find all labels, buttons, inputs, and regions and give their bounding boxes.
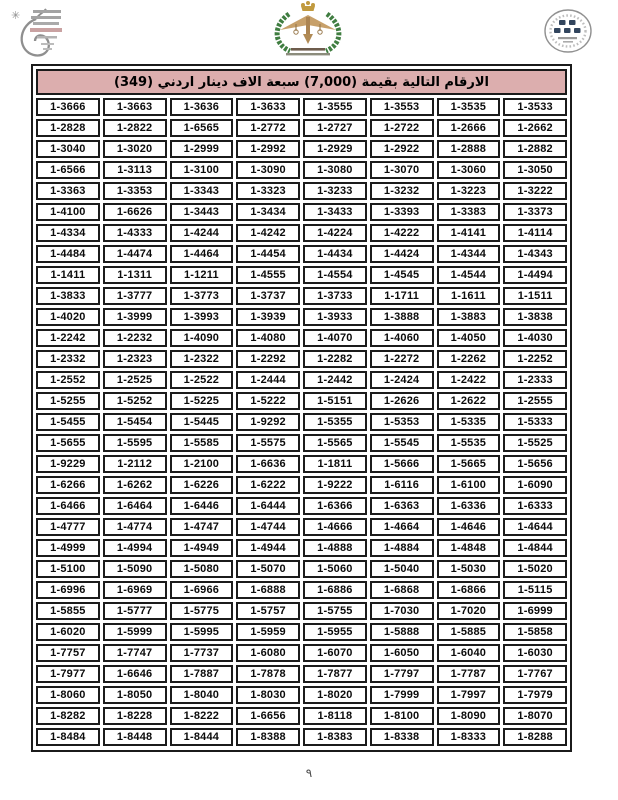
number-cell: 1-5565 bbox=[303, 434, 367, 452]
number-cell: 1-6446 bbox=[170, 497, 234, 515]
table-row bbox=[36, 707, 567, 725]
number-cell: 1-4884 bbox=[370, 539, 434, 557]
number-cell: 1-4343 bbox=[503, 245, 567, 263]
number-cell: 1-5222 bbox=[236, 392, 300, 410]
wreath-right bbox=[326, 14, 339, 51]
number-cell: 1-2333 bbox=[503, 371, 567, 389]
number-cell: 1-4222 bbox=[370, 224, 434, 242]
number-cell: 1-3343 bbox=[170, 182, 234, 200]
number-cell: 1-5020 bbox=[503, 560, 567, 578]
number-cell: 1-2262 bbox=[437, 350, 501, 368]
number-cell: 1-3353 bbox=[103, 182, 167, 200]
number-cell: 1-3060 bbox=[437, 161, 501, 179]
number-cell: 1-5666 bbox=[370, 455, 434, 473]
number-cell: 1-3050 bbox=[503, 161, 567, 179]
number-cell: 1-5355 bbox=[303, 413, 367, 431]
number-cell: 1-2992 bbox=[236, 140, 300, 158]
number-cell: 1-6464 bbox=[103, 497, 167, 515]
number-cell: 1-6363 bbox=[370, 497, 434, 515]
number-cell: 1-1811 bbox=[303, 455, 367, 473]
table-row bbox=[36, 455, 567, 473]
number-cell: 1-5445 bbox=[170, 413, 234, 431]
number-cell: 1-6866 bbox=[437, 581, 501, 599]
number-cell: 1-2822 bbox=[103, 119, 167, 137]
number-cell: 1-5535 bbox=[437, 434, 501, 452]
number-cell: 1-2522 bbox=[170, 371, 234, 389]
number-cell: 1-6050 bbox=[370, 644, 434, 662]
number-cell: 1-4030 bbox=[503, 329, 567, 347]
number-cell: 1-6040 bbox=[437, 644, 501, 662]
number-cell: 1-5959 bbox=[236, 623, 300, 641]
eagle-body bbox=[306, 17, 310, 34]
number-cell: 1-5252 bbox=[103, 392, 167, 410]
number-cell: 1-4744 bbox=[236, 518, 300, 536]
number-cell: 1-3883 bbox=[437, 308, 501, 326]
number-cell: 1-5525 bbox=[503, 434, 567, 452]
number-cell: 1-8020 bbox=[303, 686, 367, 704]
number-cell: 1-4242 bbox=[236, 224, 300, 242]
number-cell: 1-6070 bbox=[303, 644, 367, 662]
number-cell: 1-8388 bbox=[236, 728, 300, 746]
table-row bbox=[36, 245, 567, 263]
table-row bbox=[36, 686, 567, 704]
table-row bbox=[36, 476, 567, 494]
number-cell: 1-5888 bbox=[370, 623, 434, 641]
number-cell: 1-2626 bbox=[370, 392, 434, 410]
table-row bbox=[36, 644, 567, 662]
number-cell: 1-4454 bbox=[236, 245, 300, 263]
number-cell: 1-6636 bbox=[236, 455, 300, 473]
number-cell: 1-5655 bbox=[36, 434, 100, 452]
number-cell: 1-9229 bbox=[36, 455, 100, 473]
number-cell: 1-7797 bbox=[370, 665, 434, 683]
table-title-bar bbox=[36, 69, 567, 95]
number-cell: 1-6336 bbox=[437, 497, 501, 515]
number-cell: 1-6969 bbox=[103, 581, 167, 599]
number-cell: 1-5333 bbox=[503, 413, 567, 431]
number-cell: 1-6090 bbox=[503, 476, 567, 494]
number-cell: 1-8383 bbox=[303, 728, 367, 746]
number-cell: 1-3100 bbox=[170, 161, 234, 179]
number-cell: 1-3555 bbox=[303, 98, 367, 116]
number-cell: 1-6565 bbox=[170, 119, 234, 137]
table-row bbox=[36, 329, 567, 347]
number-cell: 1-7979 bbox=[503, 686, 567, 704]
number-cell: 1-1311 bbox=[103, 266, 167, 284]
number-cell: 1-2922 bbox=[370, 140, 434, 158]
number-cell: 1-8444 bbox=[170, 728, 234, 746]
number-cell: 1-3833 bbox=[36, 287, 100, 305]
number-cell: 1-3080 bbox=[303, 161, 367, 179]
table-row bbox=[36, 539, 567, 557]
number-cell: 1-6999 bbox=[503, 602, 567, 620]
number-cell: 1-4644 bbox=[503, 518, 567, 536]
page-number: ٩ bbox=[305, 766, 313, 780]
number-cell: 1-5885 bbox=[437, 623, 501, 641]
table-row bbox=[36, 119, 567, 137]
number-cell: 1-8118 bbox=[303, 707, 367, 725]
number-cell: 1-3113 bbox=[103, 161, 167, 179]
number-cell: 1-5777 bbox=[103, 602, 167, 620]
number-cell: 1-8100 bbox=[370, 707, 434, 725]
number-cell: 1-1211 bbox=[170, 266, 234, 284]
number-cell: 1-8040 bbox=[170, 686, 234, 704]
number-cell: 1-6366 bbox=[303, 497, 367, 515]
number-cell: 1-5995 bbox=[170, 623, 234, 641]
number-cell: 1-7999 bbox=[370, 686, 434, 704]
number-cell: 1-4554 bbox=[303, 266, 367, 284]
number-cell: 1-4100 bbox=[36, 203, 100, 221]
number-cell: 1-2424 bbox=[370, 371, 434, 389]
number-cell: 1-3373 bbox=[503, 203, 567, 221]
number-cell: 1-7878 bbox=[236, 665, 300, 683]
number-cell: 1-5656 bbox=[503, 455, 567, 473]
table-title: الارقام التالية بقيمة (7,000) سبعة الاف دينار اردني (349) bbox=[114, 74, 489, 90]
number-cell: 1-2444 bbox=[236, 371, 300, 389]
number-cell: 1-5255 bbox=[36, 392, 100, 410]
number-cell: 1-6626 bbox=[103, 203, 167, 221]
number-cell: 1-3232 bbox=[370, 182, 434, 200]
number-cell: 1-5060 bbox=[303, 560, 367, 578]
number-cell: 1-4090 bbox=[170, 329, 234, 347]
number-cell: 1-5454 bbox=[103, 413, 167, 431]
number-cell: 1-7767 bbox=[503, 665, 567, 683]
table-row bbox=[36, 224, 567, 242]
number-cell: 1-2422 bbox=[437, 371, 501, 389]
number-cell: 1-3323 bbox=[236, 182, 300, 200]
number-cell: 1-8228 bbox=[103, 707, 167, 725]
table-row bbox=[36, 497, 567, 515]
table-row bbox=[36, 98, 567, 116]
number-cell: 1-4114 bbox=[503, 224, 567, 242]
number-cell: 1-4070 bbox=[303, 329, 367, 347]
number-cell: 1-4888 bbox=[303, 539, 367, 557]
numbers-table bbox=[33, 95, 570, 749]
number-cell: 1-3433 bbox=[303, 203, 367, 221]
number-cell: 1-5665 bbox=[437, 455, 501, 473]
number-cell: 1-4494 bbox=[503, 266, 567, 284]
number-cell: 1-2666 bbox=[437, 119, 501, 137]
number-cell: 1-5335 bbox=[437, 413, 501, 431]
number-cell: 1-4344 bbox=[437, 245, 501, 263]
number-cell: 1-7737 bbox=[170, 644, 234, 662]
number-cell: 1-6030 bbox=[503, 644, 567, 662]
number-cell: 1-5151 bbox=[303, 392, 367, 410]
number-cell: 1-4844 bbox=[503, 539, 567, 557]
number-cell: 1-4777 bbox=[36, 518, 100, 536]
number-cell: 1-3553 bbox=[370, 98, 434, 116]
number-cell: 1-3888 bbox=[370, 308, 434, 326]
number-cell: 1-1611 bbox=[437, 287, 501, 305]
table-row bbox=[36, 413, 567, 431]
table-row bbox=[36, 308, 567, 326]
number-cell: 1-8090 bbox=[437, 707, 501, 725]
number-cell: 1-8222 bbox=[170, 707, 234, 725]
table-row bbox=[36, 371, 567, 389]
number-cell: 1-6966 bbox=[170, 581, 234, 599]
number-cell: 1-2929 bbox=[303, 140, 367, 158]
number-cell: 1-4080 bbox=[236, 329, 300, 347]
number-cell: 1-7787 bbox=[437, 665, 501, 683]
number-cell: 1-4484 bbox=[36, 245, 100, 263]
number-cell: 1-5090 bbox=[103, 560, 167, 578]
number-cell: 1-6222 bbox=[236, 476, 300, 494]
number-cell: 1-2525 bbox=[103, 371, 167, 389]
number-cell: 1-3393 bbox=[370, 203, 434, 221]
number-cell: 1-3939 bbox=[236, 308, 300, 326]
number-cell: 1-4333 bbox=[103, 224, 167, 242]
number-cell: 1-6100 bbox=[437, 476, 501, 494]
public-security-emblem-icon bbox=[263, 0, 353, 60]
eagle-tail bbox=[303, 34, 313, 44]
number-cell: 1-2999 bbox=[170, 140, 234, 158]
numbers-table-block bbox=[31, 64, 572, 752]
number-cell: 1-5755 bbox=[303, 602, 367, 620]
number-cell: 1-3535 bbox=[437, 98, 501, 116]
number-cell: 1-5040 bbox=[370, 560, 434, 578]
number-cell: 1-5080 bbox=[170, 560, 234, 578]
number-cell: 1-3773 bbox=[170, 287, 234, 305]
number-cell: 1-7877 bbox=[303, 665, 367, 683]
number-cell: 1-2272 bbox=[370, 350, 434, 368]
number-cell: 1-3363 bbox=[36, 182, 100, 200]
number-cell: 1-5225 bbox=[170, 392, 234, 410]
number-cell: 1-8060 bbox=[36, 686, 100, 704]
table-row bbox=[36, 665, 567, 683]
number-cell: 1-6646 bbox=[103, 665, 167, 683]
table-row bbox=[36, 287, 567, 305]
number-cell: 1-2323 bbox=[103, 350, 167, 368]
number-cell: 1-3070 bbox=[370, 161, 434, 179]
number-cell: 1-9222 bbox=[303, 476, 367, 494]
number-cell: 1-7977 bbox=[36, 665, 100, 683]
number-cell: 1-5855 bbox=[36, 602, 100, 620]
number-cell: 1-1711 bbox=[370, 287, 434, 305]
number-cell: 1-5115 bbox=[503, 581, 567, 599]
egov-award-logo-icon bbox=[6, 4, 66, 66]
number-cell: 1-6888 bbox=[236, 581, 300, 599]
number-cell: 1-4474 bbox=[103, 245, 167, 263]
number-cell: 1-1511 bbox=[503, 287, 567, 305]
number-cell: 1-8282 bbox=[36, 707, 100, 725]
number-cell: 1-2100 bbox=[170, 455, 234, 473]
number-cell: 1-3434 bbox=[236, 203, 300, 221]
number-cell: 1-4224 bbox=[303, 224, 367, 242]
number-cell: 1-5955 bbox=[303, 623, 367, 641]
number-cell: 1-6020 bbox=[36, 623, 100, 641]
number-cell: 1-3223 bbox=[437, 182, 501, 200]
number-cell: 1-3838 bbox=[503, 308, 567, 326]
number-cell: 1-3733 bbox=[303, 287, 367, 305]
number-cell: 1-3090 bbox=[236, 161, 300, 179]
table-row bbox=[36, 560, 567, 578]
number-cell: 1-5545 bbox=[370, 434, 434, 452]
number-cell: 1-6566 bbox=[36, 161, 100, 179]
table-row bbox=[36, 203, 567, 221]
number-cell: 1-3636 bbox=[170, 98, 234, 116]
number-cell: 1-6996 bbox=[36, 581, 100, 599]
number-cell: 1-4848 bbox=[437, 539, 501, 557]
number-cell: 1-3663 bbox=[103, 98, 167, 116]
number-cell: 1-6116 bbox=[370, 476, 434, 494]
number-cell: 1-5775 bbox=[170, 602, 234, 620]
number-cell: 1-4050 bbox=[437, 329, 501, 347]
number-cell: 1-8288 bbox=[503, 728, 567, 746]
star-icon: ✳ bbox=[11, 10, 21, 22]
round-seal-icon bbox=[541, 6, 595, 58]
number-cell: 1-3933 bbox=[303, 308, 367, 326]
number-cell: 1-3533 bbox=[503, 98, 567, 116]
number-cell: 1-3777 bbox=[103, 287, 167, 305]
number-cell: 1-4464 bbox=[170, 245, 234, 263]
number-cell: 1-2662 bbox=[503, 119, 567, 137]
number-cell: 1-2282 bbox=[303, 350, 367, 368]
number-cell: 1-5858 bbox=[503, 623, 567, 641]
number-cell: 1-7887 bbox=[170, 665, 234, 683]
number-cell: 1-6266 bbox=[36, 476, 100, 494]
number-cell: 1-2232 bbox=[103, 329, 167, 347]
number-cell: 1-4060 bbox=[370, 329, 434, 347]
table-row bbox=[36, 161, 567, 179]
crown-shape bbox=[301, 6, 315, 11]
number-cell: 1-2442 bbox=[303, 371, 367, 389]
number-cell: 1-3737 bbox=[236, 287, 300, 305]
number-cell: 1-6333 bbox=[503, 497, 567, 515]
number-cell: 1-8484 bbox=[36, 728, 100, 746]
number-cell: 1-4334 bbox=[36, 224, 100, 242]
number-cell: 1-6466 bbox=[36, 497, 100, 515]
number-cell: 1-3666 bbox=[36, 98, 100, 116]
table-row bbox=[36, 140, 567, 158]
number-cell: 1-8050 bbox=[103, 686, 167, 704]
number-cell: 1-6080 bbox=[236, 644, 300, 662]
number-cell: 1-2322 bbox=[170, 350, 234, 368]
number-cell: 1-6656 bbox=[236, 707, 300, 725]
number-cell: 1-4944 bbox=[236, 539, 300, 557]
number-cell: 1-4999 bbox=[36, 539, 100, 557]
number-cell: 1-8030 bbox=[236, 686, 300, 704]
number-cell: 1-5575 bbox=[236, 434, 300, 452]
number-cell: 1-2332 bbox=[36, 350, 100, 368]
number-cell: 1-4646 bbox=[437, 518, 501, 536]
number-cell: 1-4545 bbox=[370, 266, 434, 284]
number-cell: 1-5353 bbox=[370, 413, 434, 431]
number-cell: 1-2112 bbox=[103, 455, 167, 473]
number-cell: 1-5100 bbox=[36, 560, 100, 578]
number-cell: 1-4244 bbox=[170, 224, 234, 242]
number-cell: 1-2772 bbox=[236, 119, 300, 137]
table-row bbox=[36, 392, 567, 410]
number-cell: 1-6444 bbox=[236, 497, 300, 515]
number-cell: 1-7997 bbox=[437, 686, 501, 704]
number-cell: 1-2552 bbox=[36, 371, 100, 389]
number-cell: 1-8333 bbox=[437, 728, 501, 746]
table-row bbox=[36, 728, 567, 746]
number-cell: 1-4747 bbox=[170, 518, 234, 536]
number-cell: 1-4666 bbox=[303, 518, 367, 536]
number-cell: 1-3993 bbox=[170, 308, 234, 326]
table-row bbox=[36, 623, 567, 641]
table-row bbox=[36, 350, 567, 368]
number-cell: 1-4774 bbox=[103, 518, 167, 536]
number-cell: 1-4020 bbox=[36, 308, 100, 326]
number-cell: 1-4424 bbox=[370, 245, 434, 263]
number-cell: 1-6262 bbox=[103, 476, 167, 494]
number-cell: 1-2555 bbox=[503, 392, 567, 410]
number-cell: 1-5757 bbox=[236, 602, 300, 620]
number-cell: 1-2252 bbox=[503, 350, 567, 368]
number-cell: 1-7030 bbox=[370, 602, 434, 620]
table-row bbox=[36, 182, 567, 200]
number-cell: 1-7757 bbox=[36, 644, 100, 662]
table-row bbox=[36, 581, 567, 599]
number-cell: 1-7747 bbox=[103, 644, 167, 662]
number-cell: 1-2242 bbox=[36, 329, 100, 347]
number-cell: 1-3383 bbox=[437, 203, 501, 221]
table-row bbox=[36, 602, 567, 620]
number-cell: 1-5070 bbox=[236, 560, 300, 578]
number-cell: 1-4141 bbox=[437, 224, 501, 242]
number-cell: 1-3040 bbox=[36, 140, 100, 158]
number-cell: 1-5595 bbox=[103, 434, 167, 452]
number-cell: 1-5999 bbox=[103, 623, 167, 641]
number-cell: 1-3222 bbox=[503, 182, 567, 200]
number-cell: 1-5455 bbox=[36, 413, 100, 431]
table-row bbox=[36, 434, 567, 452]
number-cell: 1-4434 bbox=[303, 245, 367, 263]
number-cell: 1-9292 bbox=[236, 413, 300, 431]
number-cell: 1-2292 bbox=[236, 350, 300, 368]
number-cell: 1-6886 bbox=[303, 581, 367, 599]
number-cell: 1-3443 bbox=[170, 203, 234, 221]
number-cell: 1-2888 bbox=[437, 140, 501, 158]
number-cell: 1-2622 bbox=[437, 392, 501, 410]
number-cell: 1-4664 bbox=[370, 518, 434, 536]
number-cell: 1-3999 bbox=[103, 308, 167, 326]
number-cell: 1-1411 bbox=[36, 266, 100, 284]
number-cell: 1-5030 bbox=[437, 560, 501, 578]
number-cell: 1-4555 bbox=[236, 266, 300, 284]
number-cell: 1-8448 bbox=[103, 728, 167, 746]
table-row bbox=[36, 518, 567, 536]
number-cell: 1-2882 bbox=[503, 140, 567, 158]
number-cell: 1-2828 bbox=[36, 119, 100, 137]
wreath-left bbox=[277, 14, 290, 51]
number-cell: 1-3633 bbox=[236, 98, 300, 116]
number-cell: 1-2727 bbox=[303, 119, 367, 137]
number-cell: 1-6868 bbox=[370, 581, 434, 599]
number-cell: 1-3233 bbox=[303, 182, 367, 200]
number-cell: 1-8338 bbox=[370, 728, 434, 746]
number-cell: 1-4949 bbox=[170, 539, 234, 557]
number-cell: 1-8070 bbox=[503, 707, 567, 725]
table-row bbox=[36, 266, 567, 284]
number-cell: 1-4544 bbox=[437, 266, 501, 284]
number-cell: 1-2722 bbox=[370, 119, 434, 137]
number-cell: 1-3020 bbox=[103, 140, 167, 158]
number-cell: 1-4994 bbox=[103, 539, 167, 557]
number-cell: 1-6226 bbox=[170, 476, 234, 494]
number-cell: 1-7020 bbox=[437, 602, 501, 620]
number-cell: 1-5585 bbox=[170, 434, 234, 452]
